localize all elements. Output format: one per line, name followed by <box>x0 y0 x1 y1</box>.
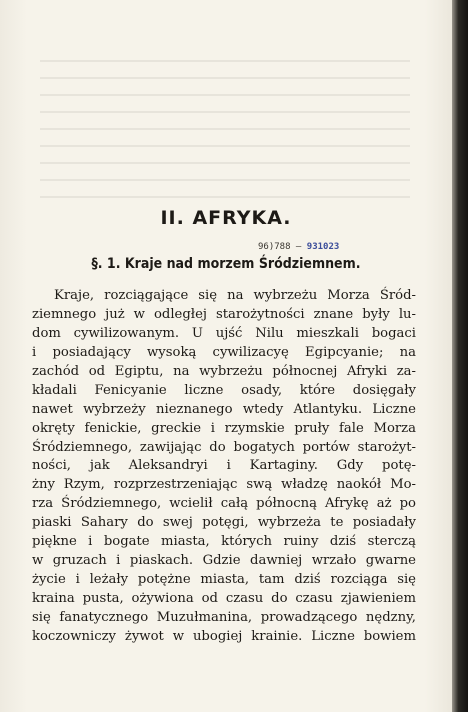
text-line: ności, jak Aleksandryi i Kartaginy. Gdy potę- <box>32 458 416 474</box>
text-line: kładali Fenicyanie liczne osady, które dosięgały <box>32 382 416 398</box>
library-stamp: 931023 <box>306 242 340 252</box>
chapter-title: II. AFRYKA. <box>160 207 292 229</box>
text-line: i posiadający wysoką cywilizacyę Egipcyanie; na <box>32 344 416 360</box>
body-text <box>32 287 416 647</box>
text-line: żny Rzym, rozprzestrzeniając swą władzę naokół Mo- <box>32 477 416 493</box>
text-line: w gruzach i piaskach. Gdzie dawniej wrzało gwarne <box>32 553 416 569</box>
shelf-number: 96)788 — <box>258 242 302 252</box>
show-through-text <box>40 60 410 210</box>
text-line: nawet wybrzeży nieznanego wtedy Atlantyku. Liczne <box>32 401 416 417</box>
section-title: §. 1. Kraje nad morzem Śródziemnem. <box>91 256 361 272</box>
text-line: okręty fenickie, greckie i rzymskie pruły fale Morza <box>32 420 416 436</box>
text-line: zachód od Egiptu, na wybrzeżu północnej Afryki za- <box>32 363 416 379</box>
text-line: kraina pusta, ożywiona od czasu do czasu zjawieniem <box>32 591 416 606</box>
text-line: piaski Sahary do swej potęgi, wybrzeża te posiadały <box>32 515 416 531</box>
text-line: dom cywilizowanym. U ujść Nilu mieszkali bogaci <box>32 325 416 341</box>
text-line: życie i leżały potężne miasta, tam dziś rozciąga się <box>32 572 416 588</box>
book-spine-shadow <box>452 0 468 712</box>
text-line: rza Śródziemnego, wcielił całą północną Afrykę aż po <box>32 496 416 512</box>
library-shelf-mark <box>258 242 339 252</box>
text-line: Kraje, rozciągające się na wybrzeżu Morza Śród- <box>54 288 416 303</box>
text-line: ziemnego już w odległej starożytności znane były lu- <box>32 306 416 322</box>
text-line: piękne i bogate miasta, których ruiny dziś sterczą <box>32 534 416 550</box>
text-line: Śródziemnego, zawijając do bogatych portów starożyt- <box>32 439 416 455</box>
text-line: koczowniczy żywot w ubogiej krainie. Liczne bowiem <box>32 628 416 644</box>
text-line: się fanatycznego Muzułmanina, prowadzącego nędzny, <box>32 609 416 625</box>
